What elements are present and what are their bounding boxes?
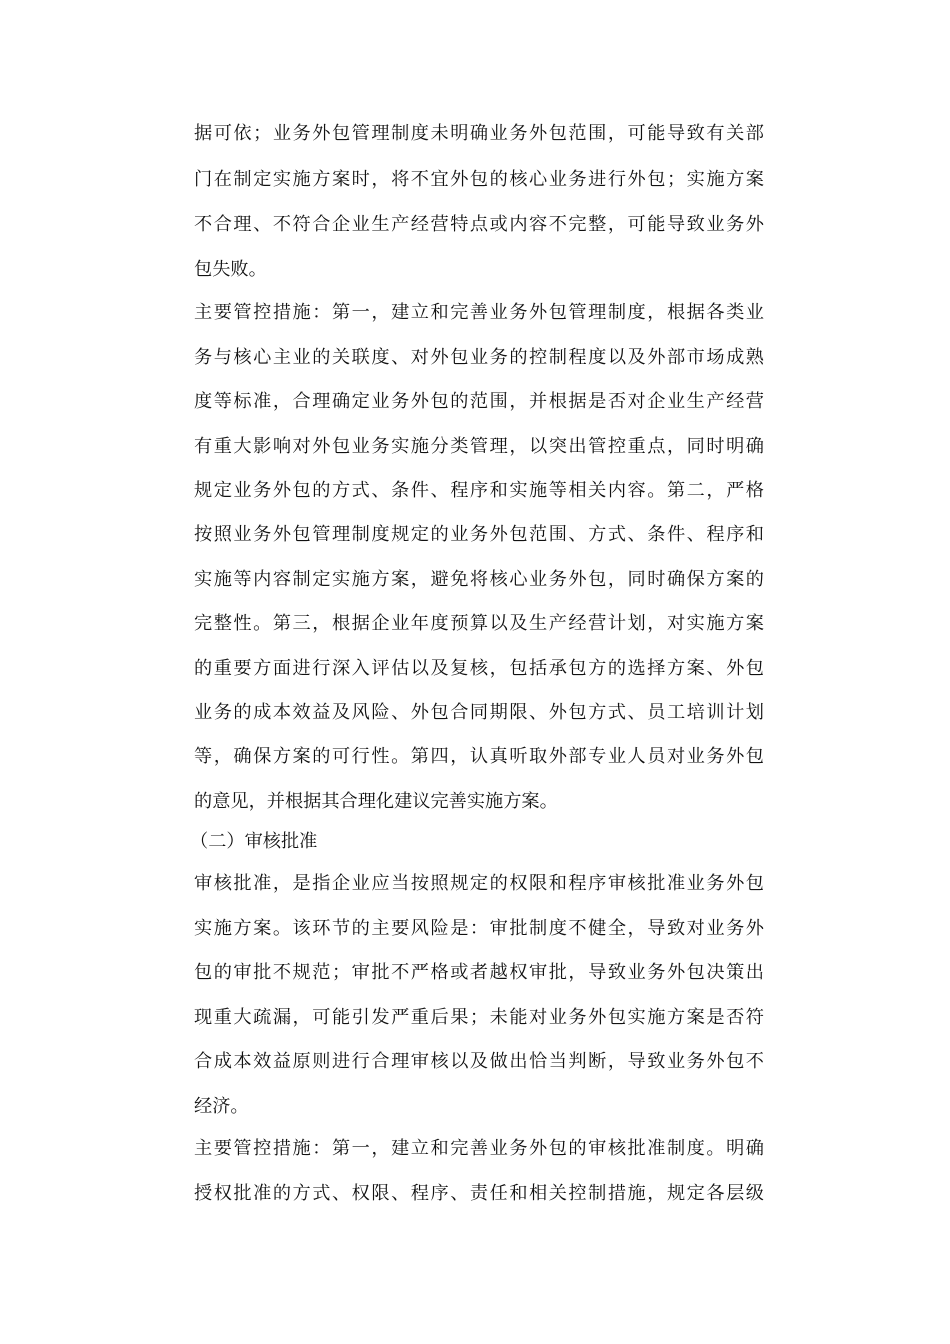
text-line: 完整性。第三，根据企业年度预算以及生产经营计划，对实施方案 — [194, 613, 764, 634]
text-line: 度等标准，合理确定业务外包的范围，并根据是否对企业生产经营 — [194, 391, 764, 412]
text-line: 经济。 — [194, 1096, 249, 1117]
text-line: 审核批准，是指企业应当按照规定的权限和程序审核批准业务外包 — [194, 873, 764, 894]
section-heading: （二）审核批准 — [190, 831, 318, 852]
text-line: 的重要方面进行深入评估以及复核，包括承包方的选择方案、外包 — [194, 658, 764, 679]
text-line: 有重大影响对外包业务实施分类管理，以突出管控重点，同时明确 — [194, 436, 764, 457]
text-line: 主要管控措施：第一，建立和完善业务外包管理制度，根据各类业 — [194, 302, 764, 323]
text-line: 不合理、不符合企业生产经营特点或内容不完整，可能导致业务外 — [194, 214, 764, 235]
text-line: 规定业务外包的方式、条件、程序和实施等相关内容。第二，严格 — [194, 480, 764, 501]
text-line: 业务的成本效益及风险、外包合同期限、外包方式、员工培训计划 — [194, 702, 764, 723]
text-line: 实施等内容制定实施方案，避免将核心业务外包，同时确保方案的 — [194, 569, 764, 590]
text-line: 的意见，并根据其合理化建议完善实施方案。 — [194, 791, 558, 812]
text-line: 主要管控措施：第一，建立和完善业务外包的审核批准制度。明确 — [194, 1138, 764, 1159]
text-line: 授权批准的方式、权限、程序、责任和相关控制措施，规定各层级 — [194, 1183, 764, 1204]
text-line: 包的审批不规范；审批不严格或者越权审批，导致业务外包决策出 — [194, 962, 764, 983]
text-line: 务与核心主业的关联度、对外包业务的控制程度以及外部市场成熟 — [194, 347, 764, 368]
text-line: 合成本效益原则进行合理审核以及做出恰当判断，导致业务外包不 — [194, 1051, 764, 1072]
text-line: 据可依；业务外包管理制度未明确业务外包范围，可能导致有关部 — [194, 123, 764, 144]
text-line: 按照业务外包管理制度规定的业务外包范围、方式、条件、程序和 — [194, 524, 764, 545]
text-line: 实施方案。该环节的主要风险是：审批制度不健全，导致对业务外 — [194, 918, 764, 939]
text-line: 等，确保方案的可行性。第四，认真听取外部专业人员对业务外包 — [194, 746, 764, 767]
text-line: 现重大疏漏，可能引发严重后果；未能对业务外包实施方案是否符 — [194, 1007, 764, 1028]
text-line: 包失败。 — [194, 259, 267, 280]
text-line: 门在制定实施方案时，将不宜外包的核心业务进行外包；实施方案 — [194, 169, 764, 190]
